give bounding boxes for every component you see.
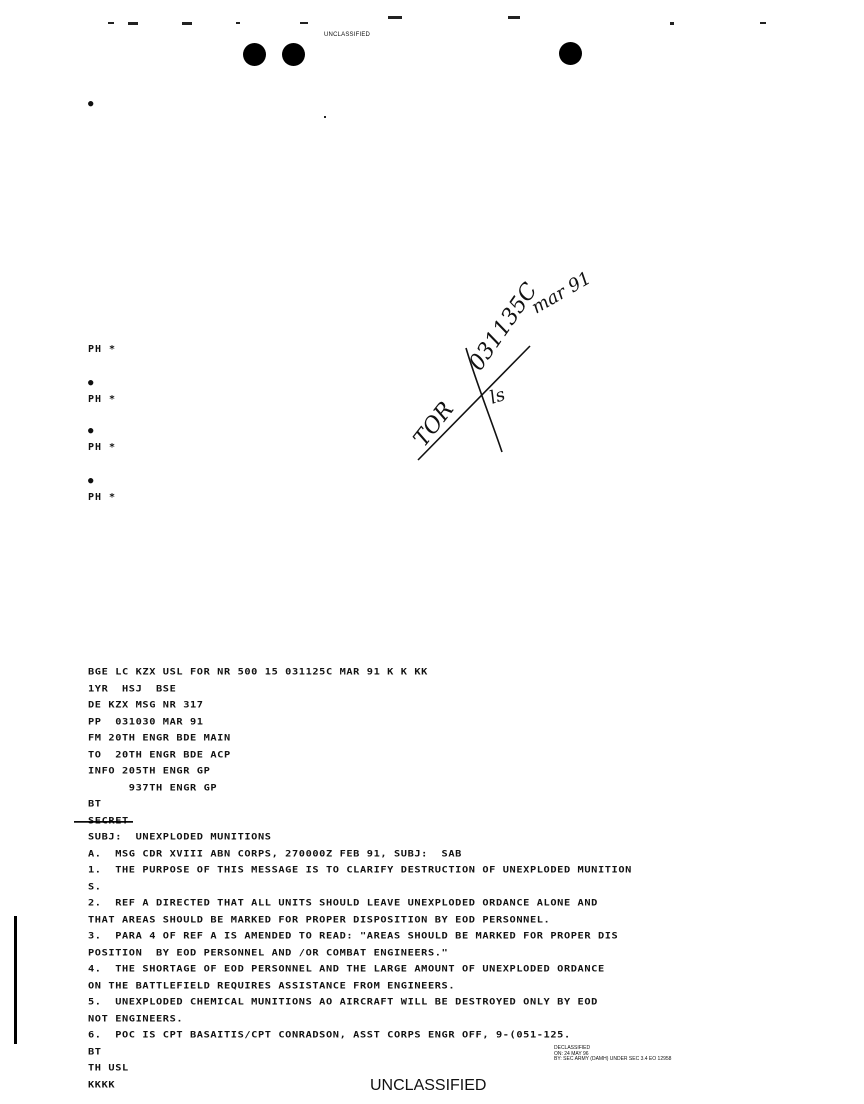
relay-bullet: ● [88, 476, 94, 486]
stamp-month: mar 91 [528, 267, 595, 319]
message-line: NOT ENGINEERS. [88, 1013, 184, 1024]
handwritten-tor-stamp [400, 262, 610, 472]
header-classification: UNCLASSIFIED [324, 32, 371, 38]
message-body [88, 664, 788, 1093]
message-line: 4. THE SHORTAGE OF EOD PERSONNEL AND THE LARGE AMOUNT OF UNEXPLODED ORDANCE [88, 964, 605, 974]
struck-classification: SECRET [88, 814, 129, 828]
message-line: 5. UNEXPLODED CHEMICAL MUNITIONS AO AIRCRAFT WILL BE DESTROYED ONLY BY EOD [88, 997, 598, 1007]
scan-speck [182, 22, 192, 25]
relay-mark: PH * [88, 344, 117, 355]
footer-classification: UNCLASSIFIED [370, 1077, 487, 1094]
margin-scan-bar [14, 916, 17, 1044]
scan-speck [508, 16, 520, 19]
message-line: POSITION BY EOD PERSONNEL AND /OR COMBAT ENGINEERS." [88, 947, 449, 958]
stamp-dtg: 031135C [464, 278, 543, 376]
message-line: THAT AREAS SHOULD BE MARKED FOR PROPER DISPOSITION BY EOD PERSONNEL. [88, 914, 551, 925]
message-line: TO 20TH ENGR BDE ACP [88, 749, 231, 760]
punch-hole-right [559, 42, 582, 65]
message-line: 6. POC IS CPT BASAITIS/CPT CONRADSON, ASST CORPS ENGR OFF, 9-(051-125. [88, 1030, 571, 1040]
message-line: 937TH ENGR GP [88, 782, 218, 793]
message-line: 1. THE PURPOSE OF THIS MESSAGE IS TO CLARIFY DESTRUCTION OF UNEXPLODED MUNITION [88, 865, 632, 875]
message-line: TH USL [88, 1063, 129, 1073]
message-line: SUBJ: UNEXPLODED MUNITIONS [88, 832, 272, 842]
scan-speck [236, 22, 240, 24]
punch-hole-center [282, 43, 305, 66]
punch-hole-left [243, 43, 266, 66]
stamp-tor-label: TOR [409, 397, 460, 452]
relay-bullet: ● [88, 99, 94, 109]
message-line: INFO 205TH ENGR GP [88, 766, 211, 776]
scan-speck [670, 22, 674, 25]
message-line: BT [88, 1046, 102, 1057]
declass-line: DECLASSIFIED [554, 1045, 591, 1051]
message-line: BT [88, 799, 102, 809]
message-line: S. [88, 881, 102, 892]
message-line: 2. REF A DIRECTED THAT ALL UNITS SHOULD LEAVE UNEXPLODED ORDANCE ALONE AND [88, 898, 598, 908]
scan-speck [108, 22, 114, 24]
relay-bullet: ● [88, 378, 94, 388]
relay-mark: PH * [88, 492, 117, 503]
message-line: BGE LC KZX USL FOR NR 500 15 031125C MAR 91 K K KK [88, 667, 428, 677]
declassification-stamp [554, 1046, 671, 1063]
relay-mark: PH * [88, 394, 117, 405]
message-line: 1YR HSJ BSE [88, 683, 177, 694]
scan-speck [760, 22, 766, 24]
scan-speck [300, 22, 308, 24]
message-line: 3. PARA 4 OF REF A IS AMENDED TO READ: "AREAS SHOULD BE MARKED FOR PROPER DIS [88, 931, 619, 941]
message-line: A. MSG CDR XVIII ABN CORPS, 270000Z FEB 91, SUBJ: SAB [88, 848, 462, 859]
relay-mark: PH * [88, 442, 117, 453]
declass-line: ON: 24 MAY 96 [554, 1050, 589, 1057]
message-line: PP 031030 MAR 91 [88, 716, 204, 727]
scan-speck [388, 16, 402, 19]
message-line: DE KZX MSG NR 317 [88, 700, 204, 710]
message-line-struck [88, 814, 788, 828]
stamp-initials: ls [487, 384, 508, 409]
message-line: ON THE BATTLEFIELD REQUIRES ASSISTANCE FROM ENGINEERS. [88, 980, 456, 991]
declass-line: BY: SEC ARMY (DAMH) UNDER SEC 3.4 EO 12958 [554, 1056, 672, 1062]
scan-speck [324, 116, 326, 118]
relay-bullet: ● [88, 426, 94, 436]
message-line: KKKK [88, 1079, 116, 1090]
message-line: FM 20TH ENGR BDE MAIN [88, 733, 231, 743]
scan-speck [128, 22, 138, 25]
